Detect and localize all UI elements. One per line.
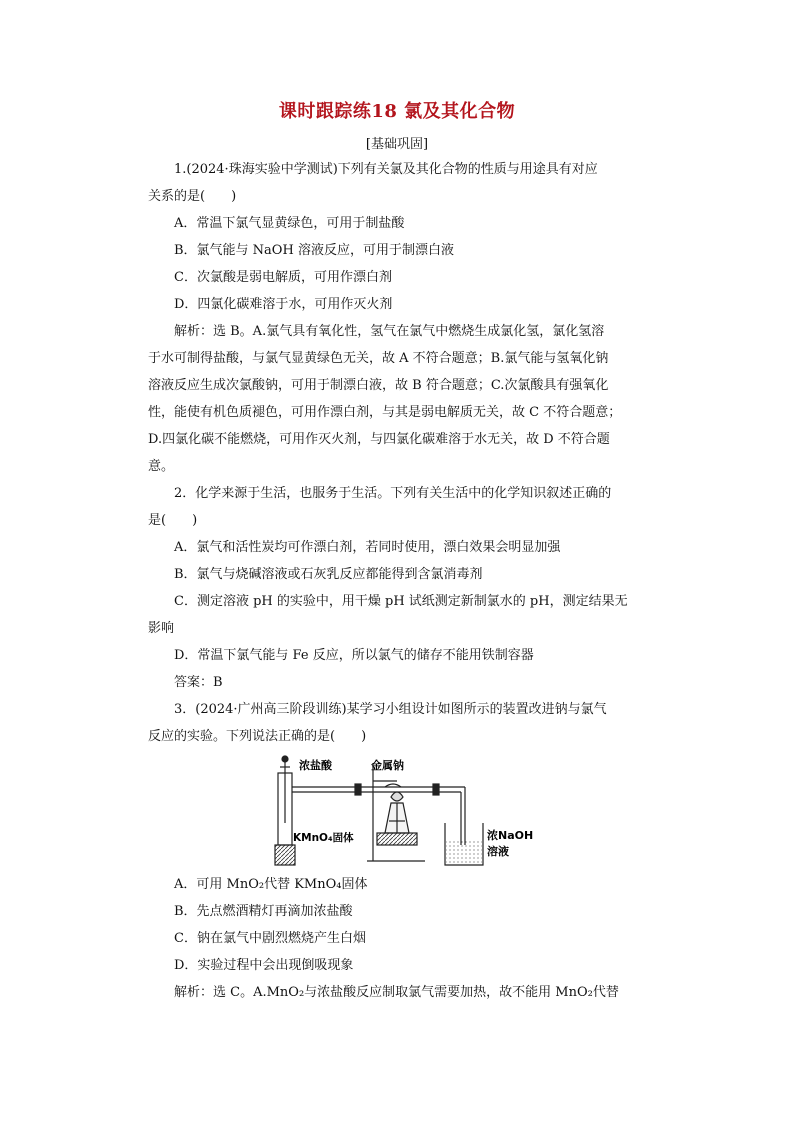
q3-analysis: 解析：选 C。A.MnO₂与浓盐酸反应制取氯气需要加热，故不能用 MnO₂代替 (174, 985, 619, 1000)
q1-option-d: D．四氯化碳难溶于水，可用作灭火剂 (174, 297, 393, 312)
q2-answer: 答案：B (174, 675, 223, 690)
q3-stem: 3．(2024·广州高三阶段训练)某学习小组设计如图所示的装置改进钠与氯气 (174, 702, 607, 717)
q2-option-b: B．氯气与烧碱溶液或石灰乳反应都能得到含氯消毒剂 (174, 567, 483, 582)
q3-option-b: B．先点燃酒精灯再滴加浓盐酸 (174, 904, 353, 919)
q2-option-c: C．测定溶液 pH 的实验中，用干燥 pH 试纸测定新制氯水的 pH，测定结果无 (174, 594, 628, 609)
q1-analysis-line: D.四氯化碳不能燃烧，可用作灭火剂，与四氯化碳难溶于水无关，故 D 不符合题 (148, 432, 610, 447)
q2-option-a: A．氯气和活性炭均可作漂白剂，若同时使用，漂白效果会明显加强 (174, 540, 561, 555)
q1-analysis: 解析：选 B。A.氯气具有氧化性，氢气在氯气中燃烧生成氯化氢，氯化氢溶 (174, 324, 605, 339)
q1-option-c: C．次氯酸是弱电解质，可用作漂白剂 (174, 270, 392, 285)
apparatus-figure (273, 753, 573, 871)
q1-stem-cont: 关系的是( ) (148, 189, 237, 204)
q1-analysis-line: 意。 (148, 459, 175, 474)
label-sodium: 金属钠 (371, 759, 404, 772)
q2-stem: 2．化学来源于生活，也服务于生活。下列有关生活中的化学知识叙述正确的 (174, 486, 612, 501)
q2-option-d: D．常温下氯气能与 Fe 反应，所以氯气的储存不能用铁制容器 (174, 648, 534, 663)
q1-option-b: B．氯气能与 NaOH 溶液反应，可用于制漂白液 (174, 243, 454, 258)
q1-stem: 1.(2024·珠海实验中学测试)下列有关氯及其化合物的性质与用途具有对应 (174, 162, 598, 177)
q1-analysis-line: 溶液反应生成次氯酸钠，可用于制漂白液，故 B 符合题意；C.次氯酸具有强氧化 (148, 378, 609, 393)
label-kmno4: KMnO₄固体 (293, 832, 354, 844)
q1-option-a: A．常温下氯气显黄绿色，可用于制盐酸 (174, 216, 405, 231)
q3-option-d: D．实验过程中会出现倒吸现象 (174, 958, 354, 973)
content (148, 156, 645, 1006)
label-naoh: 浓NaOH (487, 829, 534, 842)
label-hcl: 浓盐酸 (299, 759, 332, 772)
q2-option-c-cont: 影响 (148, 621, 175, 636)
q3-option-c: C．钠在氯气中剧烈燃烧产生白烟 (174, 931, 366, 946)
q2-stem-cont: 是( ) (148, 513, 198, 528)
q1-analysis-line: 于水可制得盐酸，与氯气显黄绿色无关，故 A 不符合题意；B.氯气能与氢氧化钠 (148, 351, 609, 366)
page-title: 课时跟踪练18 氯及其化合物 (278, 101, 516, 122)
section-heading: [基础巩固] (365, 137, 429, 152)
q3-option-a: A．可用 MnO₂代替 KMnO₄固体 (174, 877, 368, 892)
label-solution: 溶液 (487, 845, 509, 858)
q1-analysis-line: 性，能使有机色质褪色，可用作漂白剂，与其是弱电解质无关，故 C 不符合题意； (148, 405, 622, 420)
q3-stem-cont: 反应的实验。下列说法正确的是( ) (148, 729, 367, 744)
